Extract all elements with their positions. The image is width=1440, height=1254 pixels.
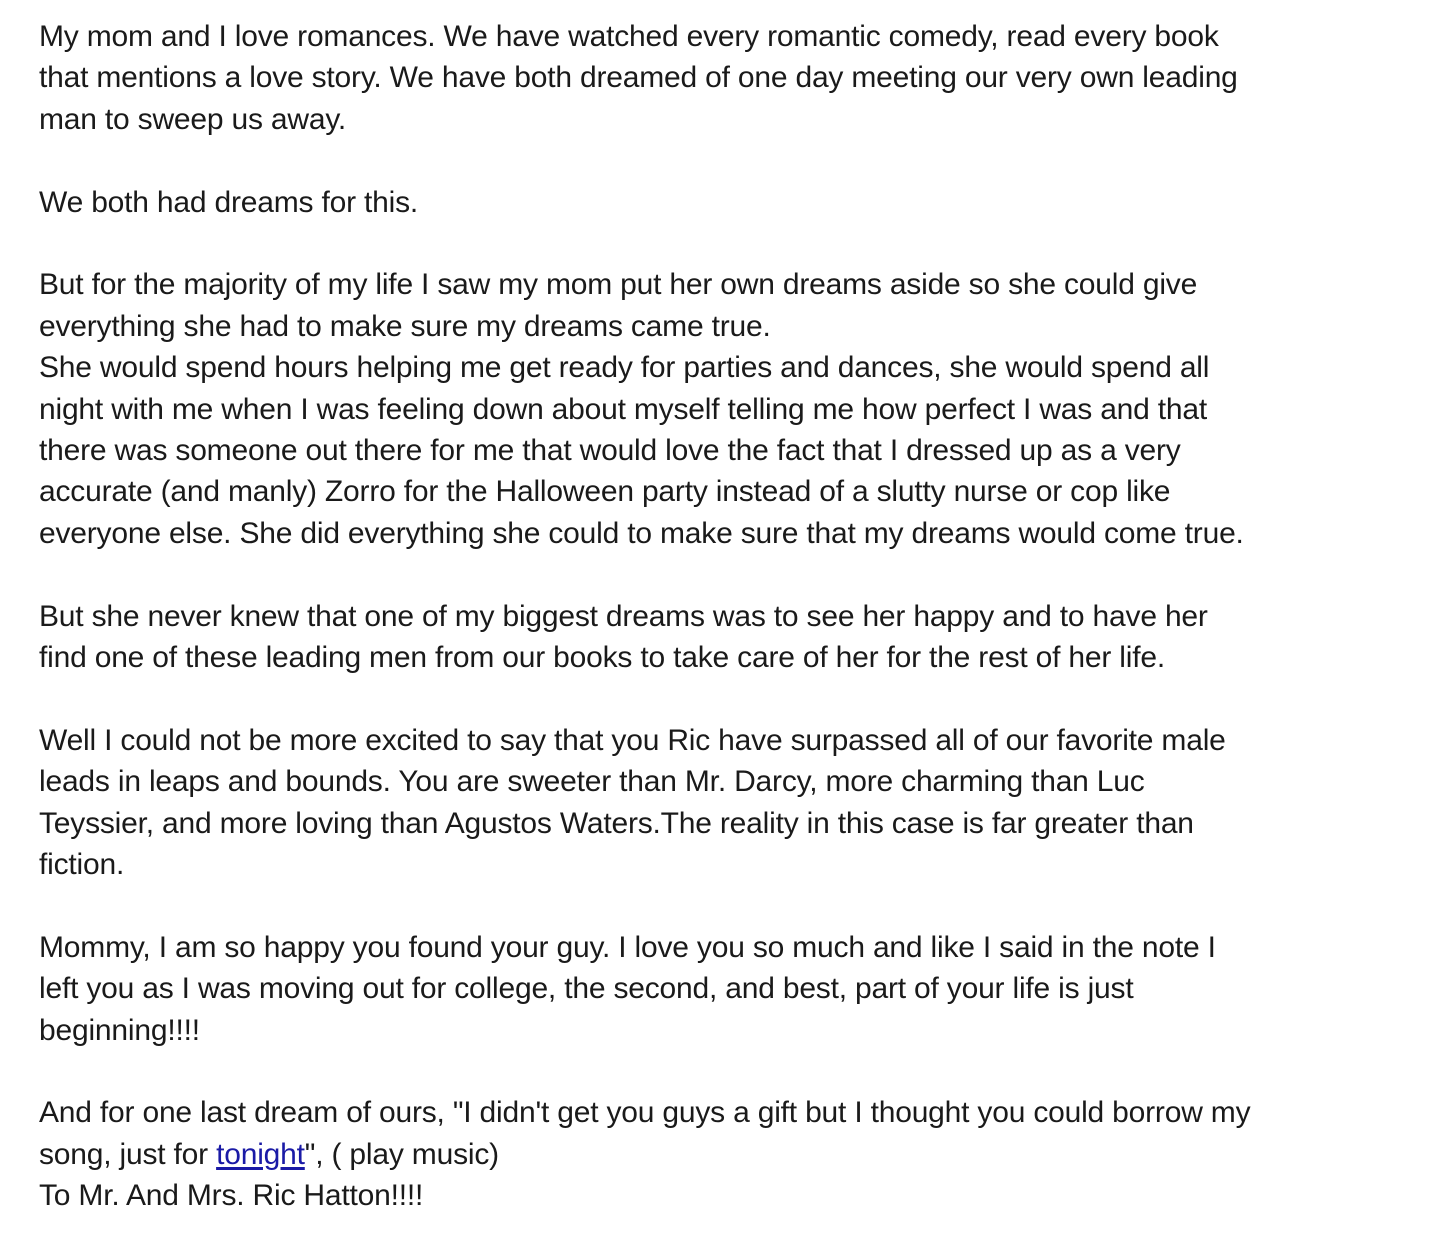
text-line: But for the majority of my life I saw my mom put her own dreams aside so she could give	[39, 268, 1198, 302]
paragraph-romances	[39, 16, 1410, 140]
text-line: that mentions a love story. We have both dreamed of one day meeting our very own leading	[39, 61, 1238, 95]
text-line: everyone else. She did everything she could to make sure that my dreams would come true.	[39, 516, 1244, 550]
text-line: everything she had to make sure my dreams came true.	[39, 309, 771, 343]
text-line: there was someone out there for me that would love the fact that I dressed up as a very	[39, 434, 1181, 468]
text-line: Mommy, I am so happy you found your guy. I love you so much and like I said in the note I	[39, 930, 1216, 964]
text-line: night with me when I was feeling down about myself telling me how perfect I was and that	[39, 392, 1208, 426]
text-line: And for one last dream of ours, "I didn't get you guys a gift but I thought you could borrow my	[39, 1096, 1251, 1130]
paragraph-ric	[39, 720, 1410, 886]
text-line: But she never knew that one of my biggest dreams was to see her happy and to have her	[39, 599, 1208, 633]
text-line: Teyssier, and more loving than Agustos Waters.The reality in this case is far greater than	[39, 806, 1194, 840]
text-segment: ", ( play music)	[304, 1137, 499, 1171]
text-line: My mom and I love romances. We have watched every romantic comedy, read every book	[39, 20, 1219, 53]
paragraph-mommy	[39, 927, 1410, 1051]
paragraph-dreams	[39, 182, 1410, 223]
text-line-with-link	[39, 1134, 1410, 1175]
paragraph-biggest-dream	[39, 596, 1410, 679]
text-line: find one of these leading men from our books to take care of her for the rest of her life.	[39, 641, 1165, 675]
text-line: We both had dreams for this.	[39, 185, 419, 219]
text-line: accurate (and manly) Zorro for the Halloween party instead of a slutty nurse or cop like	[39, 475, 1171, 509]
text-line: left you as I was moving out for college, the second, and best, part of your life is just	[39, 972, 1134, 1006]
text-line: man to sweep us away.	[39, 102, 347, 136]
text-line: To Mr. And Mrs. Ric Hatton!!!!	[39, 1179, 424, 1213]
paragraph-mom-sacrifice	[39, 264, 1410, 554]
tonight-link[interactable]: tonight	[216, 1137, 305, 1171]
text-line: fiction.	[39, 848, 125, 882]
text-line: Well I could not be more excited to say that you Ric have surpassed all of our favorite male	[39, 723, 1226, 757]
text-line: leads in leaps and bounds. You are sweeter than Mr. Darcy, more charming than Luc	[39, 765, 1145, 799]
paragraph-last-dream	[39, 1092, 1410, 1216]
text-line: beginning!!!!	[39, 1013, 200, 1047]
text-segment: song, just for	[39, 1137, 217, 1171]
text-line: She would spend hours helping me get ready for parties and dances, she would spend all	[39, 351, 1210, 385]
